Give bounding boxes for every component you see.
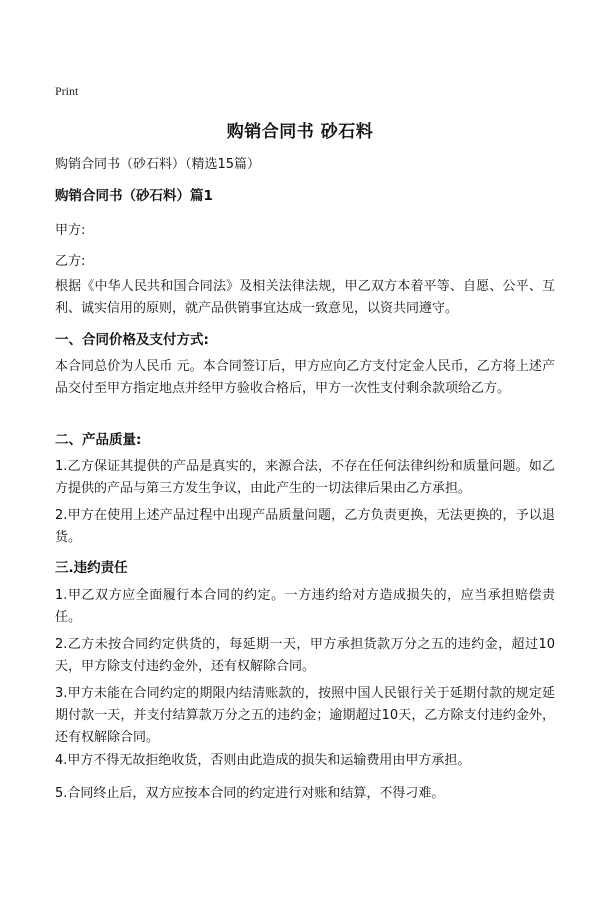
section-paragraph: 1.甲乙双方应全面履行本合同的约定。一方违约给对方造成损失的，应当承担赔偿责任。 <box>55 588 555 625</box>
section-paragraph: 4.甲方不得无故拒绝收货，否则由此造成的损失和运输费用由甲方承担。 <box>55 753 471 768</box>
document-subtitle: 购销合同书（砂石料）（精选15篇） <box>55 157 261 172</box>
party-a-label: 甲方: <box>55 223 86 238</box>
article-heading: 购销合同书（砂石料）篇1 <box>55 188 213 204</box>
print-label: Print <box>55 84 79 98</box>
section-paragraph: 5.合同终止后，双方应按本合同的约定进行对账和结算，不得刁难。 <box>55 786 445 801</box>
section-paragraph: 本合同总价为人民币 元。本合同签订后，甲方应向乙方支付定金人民币，乙方将上述产品交付至甲方指定地点并经甲方验收合格后，甲方一次性支付剩余款项给乙方。 <box>55 359 555 396</box>
section-paragraph: 2.乙方未按合同约定供货的，每延期一天，甲方承担货款万分之五的违约金，超过10天，甲方除支付违约金外，还有权解除合同。 <box>55 637 555 674</box>
intro-paragraph: 根据《中华人民共和国合同法》及相关法律法规，甲乙双方本着平等、自愿、公平、互利、诚实信用的原则，就产品供销事宜达成一致意见，以资共同遵守。 <box>55 279 555 316</box>
section-paragraph: 1.乙方保证其提供的产品是真实的，来源合法，不存在任何法律纠纷和质量问题。如乙方提供的产品与第三方发生争议，由此产生的一切法律后果由乙方承担。 <box>55 459 555 496</box>
section-paragraph: 2.甲方在使用上述产品过程中出现产品质量问题，乙方负责更换，无法更换的，予以退货。 <box>55 508 555 545</box>
section-paragraph: 3.甲方未能在合同约定的期限内结清账款的，按照中国人民银行关于延期付款的规定延期付款一天，并支付结算款万分之五的违约金；逾期超过10天，乙方除支付违约金外，还有权解除合同。 <box>55 686 555 745</box>
party-b-label: 乙方: <box>55 254 86 269</box>
document-title: 购销合同书 砂石料 <box>226 122 374 142</box>
section-heading-liability: 三.违约责任 <box>55 560 128 576</box>
section-heading-quality: 二、产品质量: <box>55 432 142 448</box>
section-heading-price: 一、合同价格及支付方式: <box>55 332 209 348</box>
